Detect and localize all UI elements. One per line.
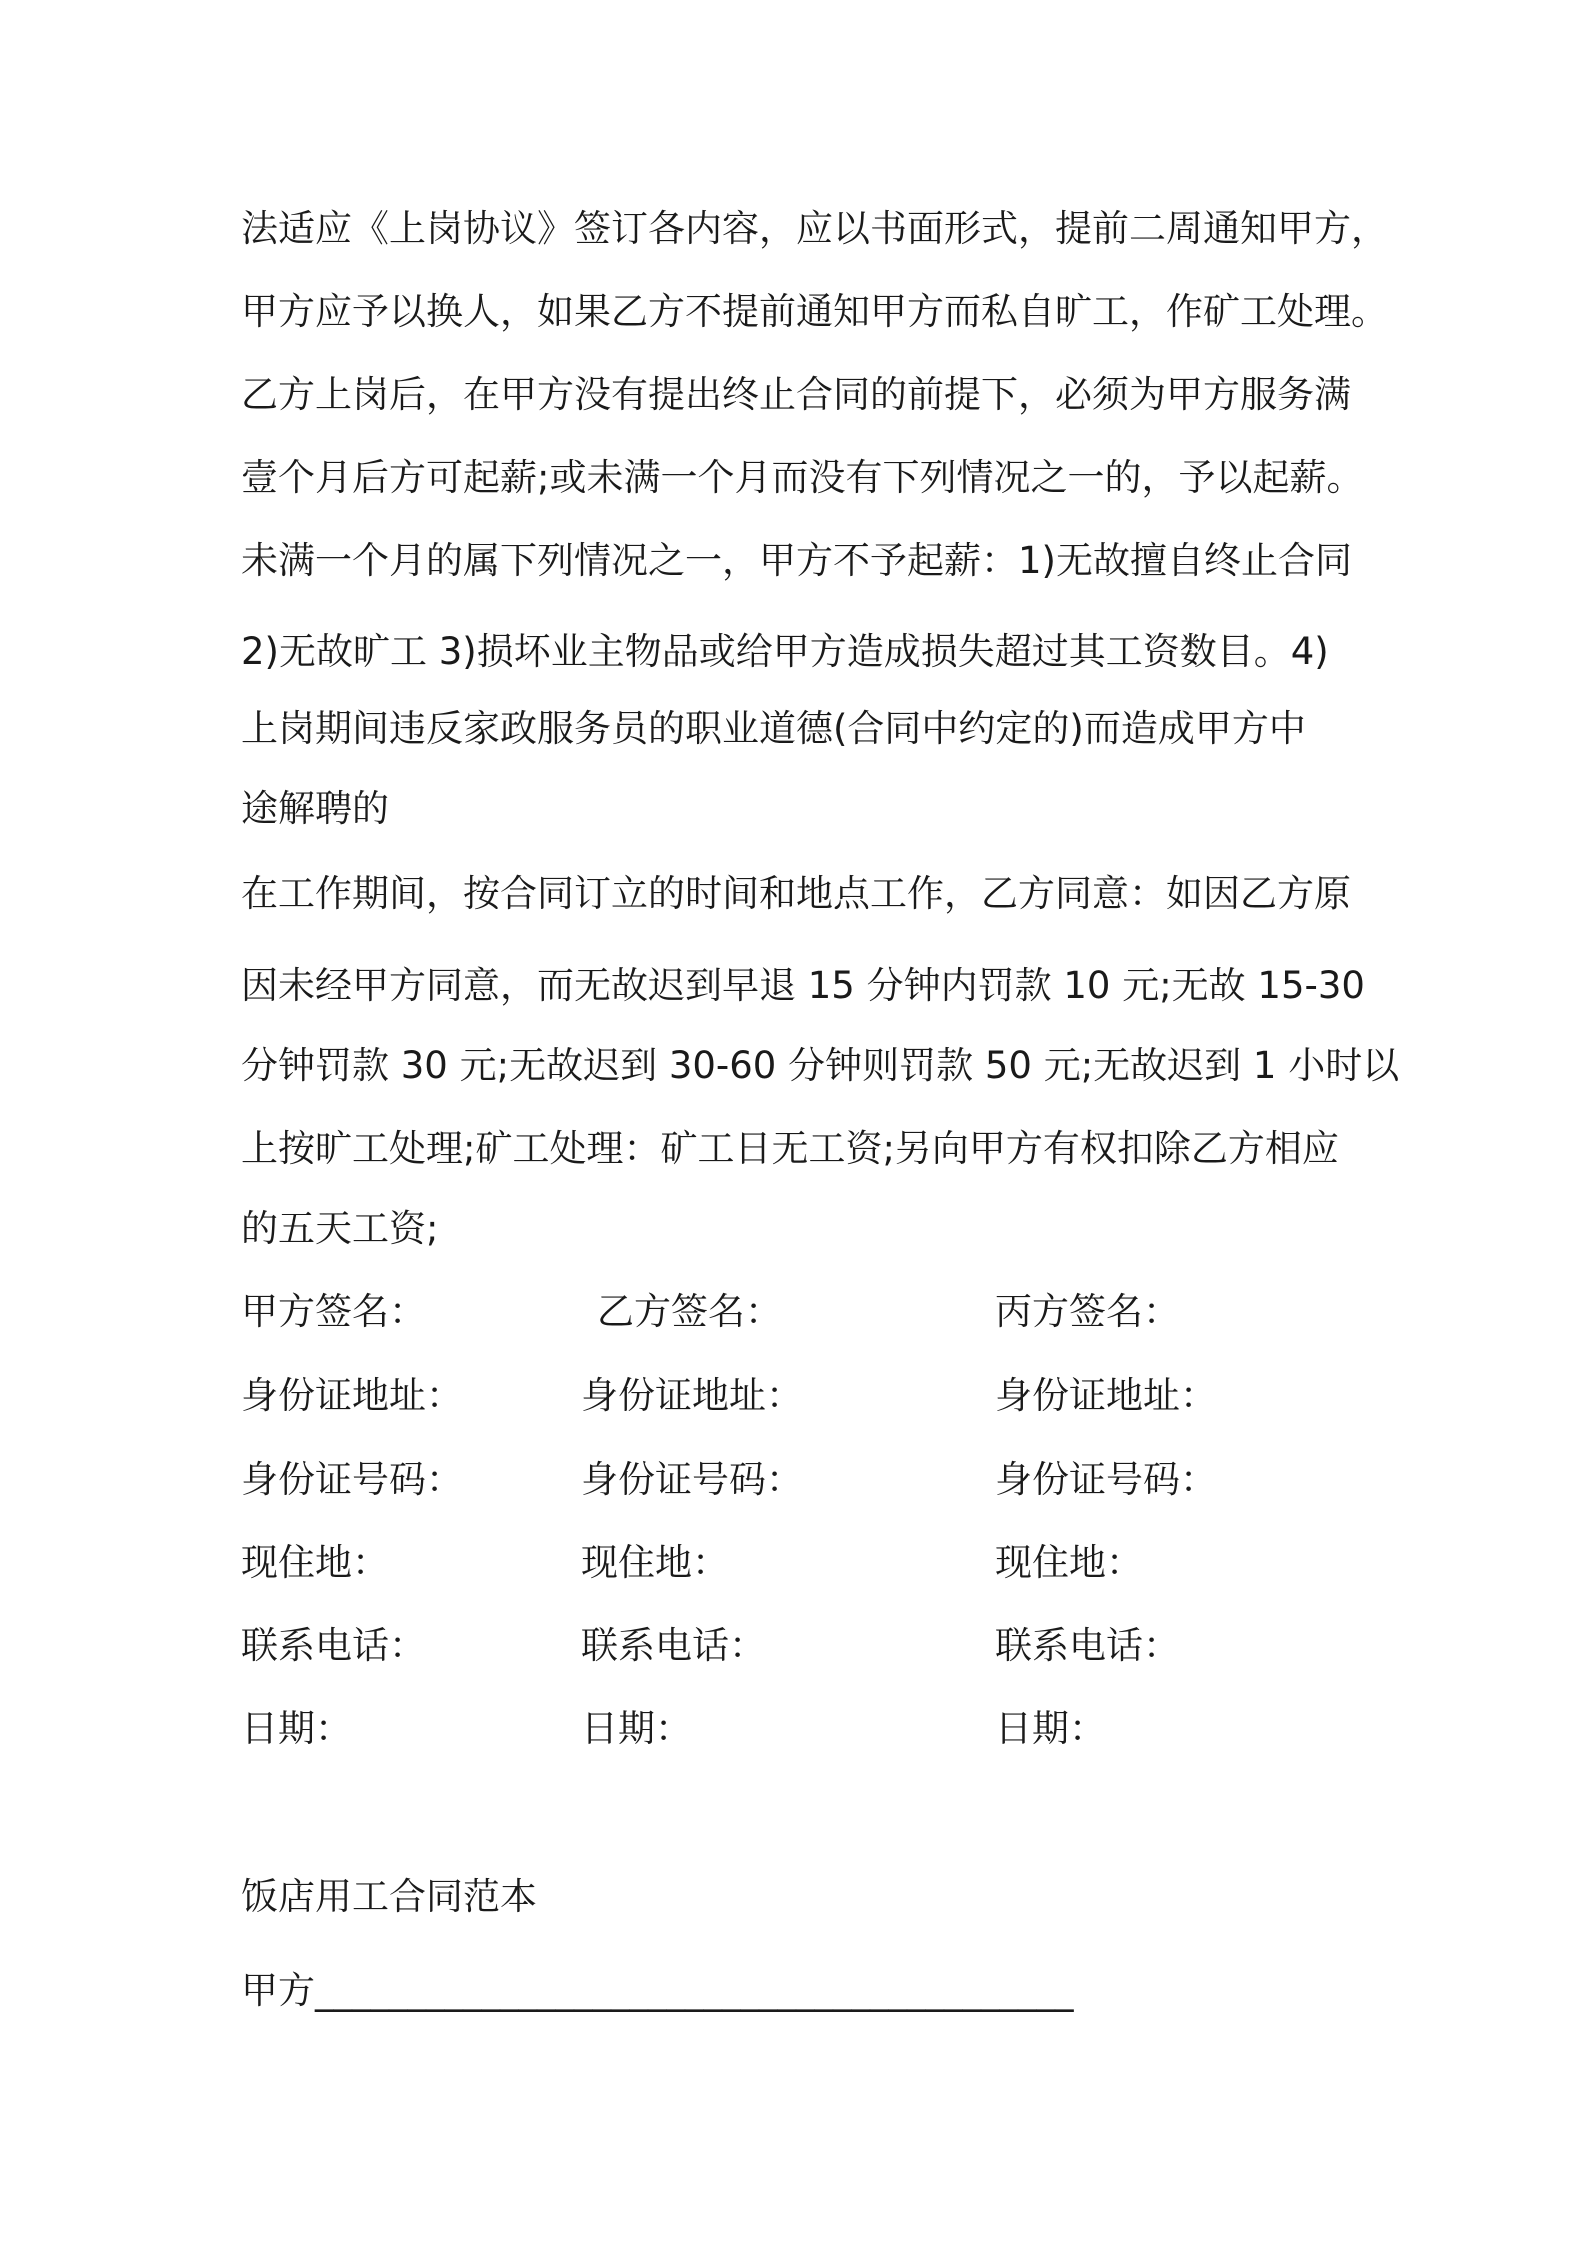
- party-b-residence-label: 现住地：: [581, 1541, 729, 1584]
- party-a-residence-label: 现住地：: [241, 1541, 389, 1584]
- section-title: 饭店用工合同范本: [241, 1875, 537, 1918]
- party-a-fill-line: 甲方_________________________________________: [241, 1969, 1074, 2012]
- party-c-sign-label: 丙方签名：: [995, 1290, 1180, 1333]
- paragraph2-line-2: 因未经甲方同意，而无故迟到早退 15 分钟内罚款 10 元;无故 15-30: [241, 964, 1365, 1007]
- paragraph1-line-8: 途解聘的: [241, 787, 389, 830]
- party-a-date-label: 日期：: [241, 1707, 352, 1750]
- paragraph1-line-1: 法适应《上岗协议》签订各内容，应以书面形式，提前二周通知甲方，: [241, 207, 1388, 250]
- party-c-date-label: 日期：: [995, 1707, 1106, 1750]
- paragraph1-line-4: 壹个月后方可起薪;或未满一个月而没有下列情况之一的，予以起薪。: [241, 456, 1364, 499]
- party-b-id-number-label: 身份证号码：: [581, 1458, 803, 1501]
- party-c-id-address-label: 身份证地址：: [995, 1374, 1217, 1417]
- party-c-id-number-label: 身份证号码：: [995, 1458, 1217, 1501]
- paragraph1-line-6: 2)无故旷工 3)损坏业主物品或给甲方造成损失超过其工资数目。4): [241, 630, 1329, 673]
- party-c-phone-label: 联系电话：: [995, 1624, 1180, 1667]
- party-b-sign-label: 乙方签名：: [597, 1290, 782, 1333]
- paragraph1-line-3: 乙方上岗后，在甲方没有提出终止合同的前提下，必须为甲方服务满: [241, 373, 1351, 416]
- party-a-id-number-label: 身份证号码：: [241, 1458, 463, 1501]
- paragraph2-line-4: 上按旷工处理;矿工处理：矿工日无工资;另向甲方有权扣除乙方相应: [241, 1127, 1339, 1170]
- party-b-id-address-label: 身份证地址：: [581, 1374, 803, 1417]
- party-b-phone-label: 联系电话：: [581, 1624, 766, 1667]
- party-a-sign-label: 甲方签名：: [241, 1290, 426, 1333]
- paragraph2-line-1: 在工作期间，按合同订立的时间和地点工作，乙方同意：如因乙方原: [241, 872, 1351, 915]
- party-c-residence-label: 现住地：: [995, 1541, 1143, 1584]
- paragraph1-line-2: 甲方应予以换人，如果乙方不提前通知甲方而私自旷工，作矿工处理。: [241, 290, 1388, 333]
- paragraph2-line-3: 分钟罚款 30 元;无故迟到 30-60 分钟则罚款 50 元;无故迟到 1 小时以: [241, 1044, 1400, 1087]
- paragraph1-line-5: 未满一个月的属下列情况之一，甲方不予起薪：1)无故擅自终止合同: [241, 539, 1352, 582]
- party-a-id-address-label: 身份证地址：: [241, 1374, 463, 1417]
- party-a-phone-label: 联系电话：: [241, 1624, 426, 1667]
- party-b-date-label: 日期：: [581, 1707, 692, 1750]
- paragraph2-line-5: 的五天工资;: [241, 1207, 439, 1250]
- paragraph1-line-7: 上岗期间违反家政服务员的职业道德(合同中约定的)而造成甲方中: [241, 707, 1306, 750]
